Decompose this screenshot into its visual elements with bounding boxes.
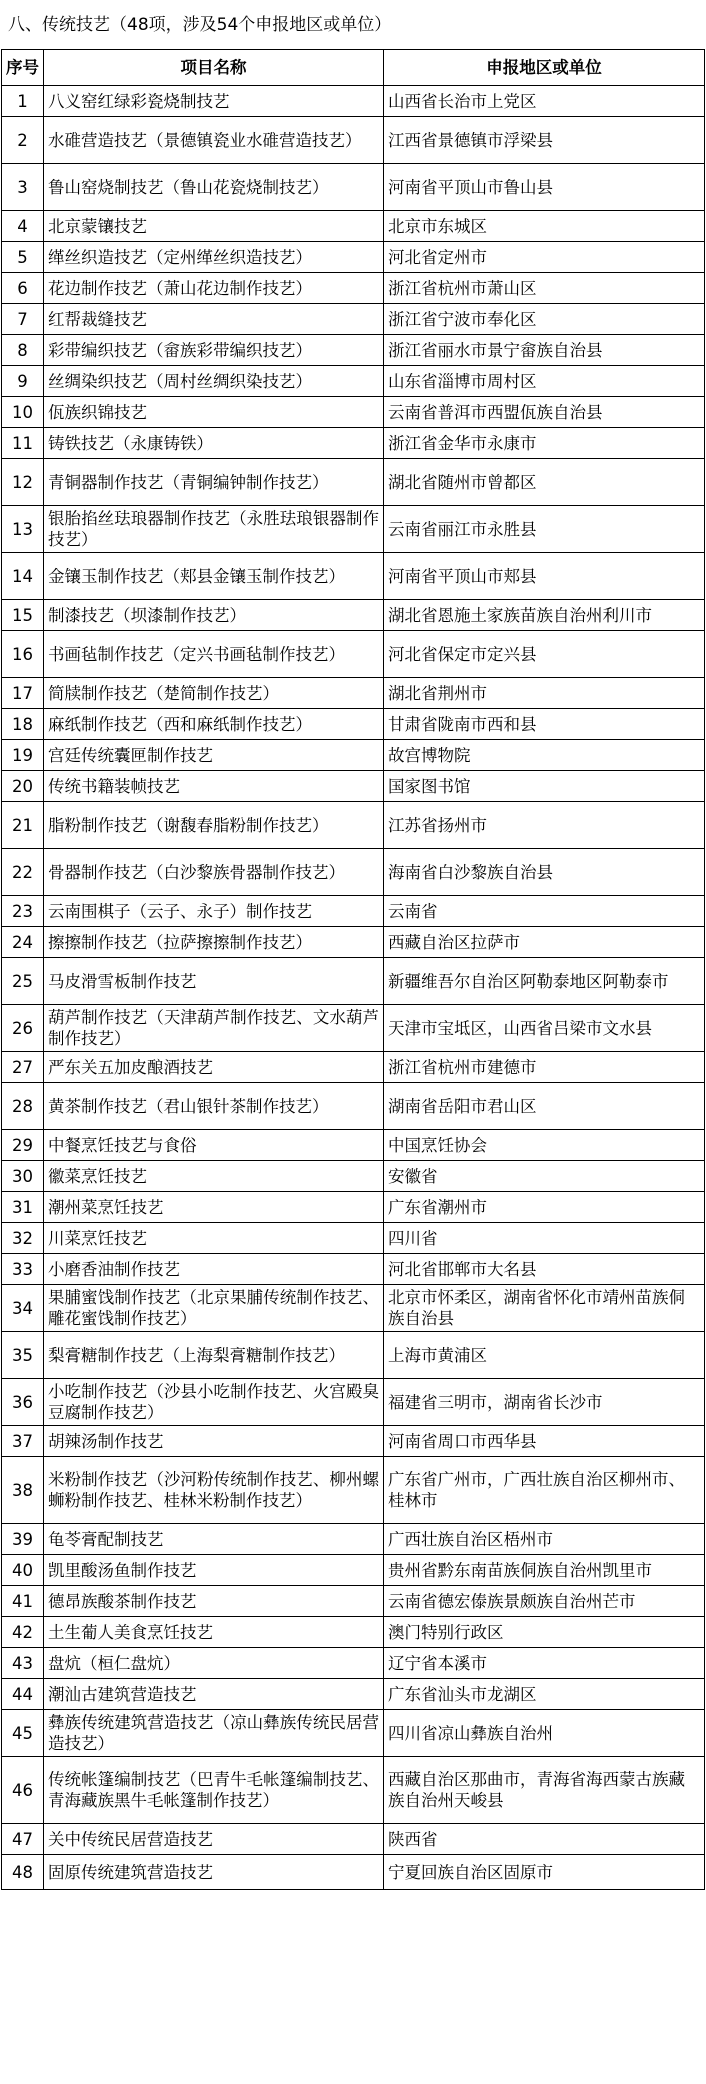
- row-number: 15: [2, 600, 44, 631]
- row-number: 17: [2, 678, 44, 709]
- table-row: [2, 211, 705, 242]
- project-name: 北京蒙镶技艺: [44, 211, 384, 242]
- row-number: 28: [2, 1083, 44, 1130]
- project-name: 关中传统民居营造技艺: [44, 1824, 384, 1855]
- region-name: 云南省德宏傣族景颇族自治州芒市: [384, 1586, 705, 1617]
- table-row: [2, 709, 705, 740]
- row-number: 21: [2, 802, 44, 849]
- row-number: 45: [2, 1710, 44, 1757]
- table-row: [2, 1223, 705, 1254]
- table-row: [2, 771, 705, 802]
- table-row: [2, 1617, 705, 1648]
- row-number: 35: [2, 1332, 44, 1379]
- region-name: 湖南省岳阳市君山区: [384, 1083, 705, 1130]
- project-name: 八义窑红绿彩瓷烧制技艺: [44, 86, 384, 117]
- row-number: 38: [2, 1457, 44, 1524]
- row-number: 33: [2, 1254, 44, 1285]
- row-number: 36: [2, 1379, 44, 1426]
- region-name: 上海市黄浦区: [384, 1332, 705, 1379]
- project-name: 宫廷传统囊匣制作技艺: [44, 740, 384, 771]
- row-number: 18: [2, 709, 44, 740]
- row-number: 10: [2, 397, 44, 428]
- region-name: 云南省: [384, 896, 705, 927]
- region-name: 中国烹饪协会: [384, 1130, 705, 1161]
- region-name: 福建省三明市，湖南省长沙市: [384, 1379, 705, 1426]
- table-header-row: [2, 50, 705, 86]
- row-number: 25: [2, 958, 44, 1005]
- region-name: 浙江省杭州市萧山区: [384, 273, 705, 304]
- row-number: 48: [2, 1855, 44, 1890]
- table-row: [2, 335, 705, 366]
- row-number: 43: [2, 1648, 44, 1679]
- region-name: 云南省丽江市永胜县: [384, 506, 705, 553]
- table-row: [2, 86, 705, 117]
- table-row: [2, 397, 705, 428]
- region-name: 河北省保定市定兴县: [384, 631, 705, 678]
- row-number: 9: [2, 366, 44, 397]
- row-number: 13: [2, 506, 44, 553]
- row-number: 40: [2, 1555, 44, 1586]
- table-row: [2, 1161, 705, 1192]
- table-row: [2, 1192, 705, 1223]
- region-name: 陕西省: [384, 1824, 705, 1855]
- project-name: 缂丝织造技艺（定州缂丝织造技艺）: [44, 242, 384, 273]
- project-name: 黄茶制作技艺（君山银针茶制作技艺）: [44, 1083, 384, 1130]
- region-name: 西藏自治区那曲市，青海省海西蒙古族藏族自治州天峻县: [384, 1757, 705, 1824]
- project-name: 铸铁技艺（永康铸铁）: [44, 428, 384, 459]
- table-row: [2, 1332, 705, 1379]
- row-number: 29: [2, 1130, 44, 1161]
- project-name: 潮州菜烹饪技艺: [44, 1192, 384, 1223]
- row-number: 47: [2, 1824, 44, 1855]
- table-row: [2, 1083, 705, 1130]
- table-row: [2, 459, 705, 506]
- region-name: 湖北省恩施土家族苗族自治州利川市: [384, 600, 705, 631]
- table-row: [2, 1052, 705, 1083]
- table-row: [2, 849, 705, 896]
- region-name: 四川省: [384, 1223, 705, 1254]
- row-number: 4: [2, 211, 44, 242]
- project-name: 盘炕（桓仁盘炕）: [44, 1648, 384, 1679]
- region-name: 浙江省丽水市景宁畲族自治县: [384, 335, 705, 366]
- project-name: 小吃制作技艺（沙县小吃制作技艺、火宫殿臭豆腐制作技艺）: [44, 1379, 384, 1426]
- project-name: 银胎掐丝珐琅器制作技艺（永胜珐琅银器制作技艺）: [44, 506, 384, 553]
- table-row: [2, 1457, 705, 1524]
- table-row: [2, 1379, 705, 1426]
- table-row: [2, 1426, 705, 1457]
- project-name: 传统帐篷编制技艺（巴青牛毛帐篷编制技艺、青海藏族黑牛毛帐篷制作技艺）: [44, 1757, 384, 1824]
- project-name: 川菜烹饪技艺: [44, 1223, 384, 1254]
- table-row: [2, 273, 705, 304]
- table-row: [2, 740, 705, 771]
- region-name: 河北省邯郸市大名县: [384, 1254, 705, 1285]
- region-name: 河南省平顶山市郏县: [384, 553, 705, 600]
- table-row: [2, 506, 705, 553]
- region-name: 贵州省黔东南苗族侗族自治州凯里市: [384, 1555, 705, 1586]
- region-name: 北京市怀柔区，湖南省怀化市靖州苗族侗族自治县: [384, 1285, 705, 1332]
- table-row: [2, 802, 705, 849]
- region-name: 浙江省宁波市奉化区: [384, 304, 705, 335]
- project-name: 麻纸制作技艺（西和麻纸制作技艺）: [44, 709, 384, 740]
- row-number: 24: [2, 927, 44, 958]
- table-row: [2, 600, 705, 631]
- table-row: [2, 1005, 705, 1052]
- row-number: 44: [2, 1679, 44, 1710]
- project-name: 红帮裁缝技艺: [44, 304, 384, 335]
- region-name: 浙江省金华市永康市: [384, 428, 705, 459]
- project-name: 擦擦制作技艺（拉萨擦擦制作技艺）: [44, 927, 384, 958]
- row-number: 12: [2, 459, 44, 506]
- region-name: 北京市东城区: [384, 211, 705, 242]
- row-number: 22: [2, 849, 44, 896]
- project-name: 简牍制作技艺（楚简制作技艺）: [44, 678, 384, 709]
- row-number: 1: [2, 86, 44, 117]
- row-number: 41: [2, 1586, 44, 1617]
- region-name: 广东省汕头市龙湖区: [384, 1679, 705, 1710]
- header-number: 序号: [2, 50, 44, 86]
- row-number: 34: [2, 1285, 44, 1332]
- region-name: 新疆维吾尔自治区阿勒泰地区阿勒泰市: [384, 958, 705, 1005]
- row-number: 42: [2, 1617, 44, 1648]
- project-name: 葫芦制作技艺（天津葫芦制作技艺、文水葫芦制作技艺）: [44, 1005, 384, 1052]
- region-name: 河南省平顶山市鲁山县: [384, 164, 705, 211]
- table-row: [2, 164, 705, 211]
- project-name: 传统书籍装帧技艺: [44, 771, 384, 802]
- project-name: 胡辣汤制作技艺: [44, 1426, 384, 1457]
- region-name: 宁夏回族自治区固原市: [384, 1855, 705, 1890]
- row-number: 37: [2, 1426, 44, 1457]
- project-name: 花边制作技艺（萧山花边制作技艺）: [44, 273, 384, 304]
- table-row: [2, 1757, 705, 1824]
- table-row: [2, 958, 705, 1005]
- table-row: [2, 678, 705, 709]
- project-name: 小磨香油制作技艺: [44, 1254, 384, 1285]
- table-row: [2, 1586, 705, 1617]
- region-name: 甘肃省陇南市西和县: [384, 709, 705, 740]
- project-name: 佤族织锦技艺: [44, 397, 384, 428]
- project-name: 鲁山窑烧制技艺（鲁山花瓷烧制技艺）: [44, 164, 384, 211]
- project-name: 固原传统建筑营造技艺: [44, 1855, 384, 1890]
- region-name: 四川省凉山彝族自治州: [384, 1710, 705, 1757]
- project-name: 脂粉制作技艺（谢馥春脂粉制作技艺）: [44, 802, 384, 849]
- region-name: 海南省白沙黎族自治县: [384, 849, 705, 896]
- region-name: 山西省长治市上党区: [384, 86, 705, 117]
- project-name: 梨膏糖制作技艺（上海梨膏糖制作技艺）: [44, 1332, 384, 1379]
- region-name: 安徽省: [384, 1161, 705, 1192]
- region-name: 故宫博物院: [384, 740, 705, 771]
- table-row: [2, 1855, 705, 1890]
- project-name: 马皮滑雪板制作技艺: [44, 958, 384, 1005]
- row-number: 23: [2, 896, 44, 927]
- region-name: 江西省景德镇市浮梁县: [384, 117, 705, 164]
- project-name: 潮汕古建筑营造技艺: [44, 1679, 384, 1710]
- project-name: 龟苓膏配制技艺: [44, 1524, 384, 1555]
- region-name: 江苏省扬州市: [384, 802, 705, 849]
- project-name: 德昂族酸茶制作技艺: [44, 1586, 384, 1617]
- table-row: [2, 631, 705, 678]
- project-name: 凯里酸汤鱼制作技艺: [44, 1555, 384, 1586]
- table-row: [2, 1130, 705, 1161]
- project-name: 彝族传统建筑营造技艺（凉山彝族传统民居营造技艺）: [44, 1710, 384, 1757]
- row-number: 2: [2, 117, 44, 164]
- table-row: [2, 1679, 705, 1710]
- table-row: [2, 366, 705, 397]
- table-row: [2, 1648, 705, 1679]
- row-number: 26: [2, 1005, 44, 1052]
- region-name: 澳门特别行政区: [384, 1617, 705, 1648]
- row-number: 14: [2, 553, 44, 600]
- region-name: 辽宁省本溪市: [384, 1648, 705, 1679]
- row-number: 30: [2, 1161, 44, 1192]
- table-row: [2, 553, 705, 600]
- region-name: 湖北省随州市曾都区: [384, 459, 705, 506]
- table-row: [2, 304, 705, 335]
- project-name: 严东关五加皮酿酒技艺: [44, 1052, 384, 1083]
- row-number: 3: [2, 164, 44, 211]
- row-number: 20: [2, 771, 44, 802]
- row-number: 5: [2, 242, 44, 273]
- table-row: [2, 1710, 705, 1757]
- heritage-table: [1, 49, 705, 1890]
- region-name: 河北省定州市: [384, 242, 705, 273]
- region-name: 河南省周口市西华县: [384, 1426, 705, 1457]
- header-region: 申报地区或单位: [384, 50, 705, 86]
- row-number: 31: [2, 1192, 44, 1223]
- row-number: 16: [2, 631, 44, 678]
- project-name: 中餐烹饪技艺与食俗: [44, 1130, 384, 1161]
- row-number: 8: [2, 335, 44, 366]
- table-row: [2, 1524, 705, 1555]
- project-name: 水碓营造技艺（景德镇瓷业水碓营造技艺）: [44, 117, 384, 164]
- row-number: 19: [2, 740, 44, 771]
- row-number: 39: [2, 1524, 44, 1555]
- region-name: 广东省潮州市: [384, 1192, 705, 1223]
- region-name: 山东省淄博市周村区: [384, 366, 705, 397]
- project-name: 米粉制作技艺（沙河粉传统制作技艺、柳州螺蛳粉制作技艺、桂林米粉制作技艺）: [44, 1457, 384, 1524]
- row-number: 46: [2, 1757, 44, 1824]
- region-name: 湖北省荆州市: [384, 678, 705, 709]
- project-name: 丝绸染织技艺（周村丝绸织染技艺）: [44, 366, 384, 397]
- project-name: 彩带编织技艺（畲族彩带编织技艺）: [44, 335, 384, 366]
- region-name: 云南省普洱市西盟佤族自治县: [384, 397, 705, 428]
- project-name: 云南围棋子（云子、永子）制作技艺: [44, 896, 384, 927]
- table-row: [2, 896, 705, 927]
- region-name: 广西壮族自治区梧州市: [384, 1524, 705, 1555]
- project-name: 果脯蜜饯制作技艺（北京果脯传统制作技艺、雕花蜜饯制作技艺）: [44, 1285, 384, 1332]
- table-row: [2, 1285, 705, 1332]
- table-row: [2, 1254, 705, 1285]
- region-name: 国家图书馆: [384, 771, 705, 802]
- row-number: 6: [2, 273, 44, 304]
- project-name: 徽菜烹饪技艺: [44, 1161, 384, 1192]
- table-row: [2, 242, 705, 273]
- table-row: [2, 117, 705, 164]
- table-row: [2, 1824, 705, 1855]
- region-name: 天津市宝坻区，山西省吕梁市文水县: [384, 1005, 705, 1052]
- row-number: 11: [2, 428, 44, 459]
- row-number: 27: [2, 1052, 44, 1083]
- project-name: 制漆技艺（坝漆制作技艺）: [44, 600, 384, 631]
- section-title: 八、传统技艺（48项，涉及54个申报地区或单位）: [8, 15, 392, 35]
- project-name: 金镶玉制作技艺（郏县金镶玉制作技艺）: [44, 553, 384, 600]
- table-row: [2, 1555, 705, 1586]
- row-number: 7: [2, 304, 44, 335]
- region-name: 浙江省杭州市建德市: [384, 1052, 705, 1083]
- table-row: [2, 428, 705, 459]
- project-name: 书画毡制作技艺（定兴书画毡制作技艺）: [44, 631, 384, 678]
- project-name: 青铜器制作技艺（青铜编钟制作技艺）: [44, 459, 384, 506]
- region-name: 西藏自治区拉萨市: [384, 927, 705, 958]
- table-row: [2, 927, 705, 958]
- header-project-name: 项目名称: [44, 50, 384, 86]
- project-name: 骨器制作技艺（白沙黎族骨器制作技艺）: [44, 849, 384, 896]
- region-name: 广东省广州市，广西壮族自治区柳州市、桂林市: [384, 1457, 705, 1524]
- row-number: 32: [2, 1223, 44, 1254]
- project-name: 土生葡人美食烹饪技艺: [44, 1617, 384, 1648]
